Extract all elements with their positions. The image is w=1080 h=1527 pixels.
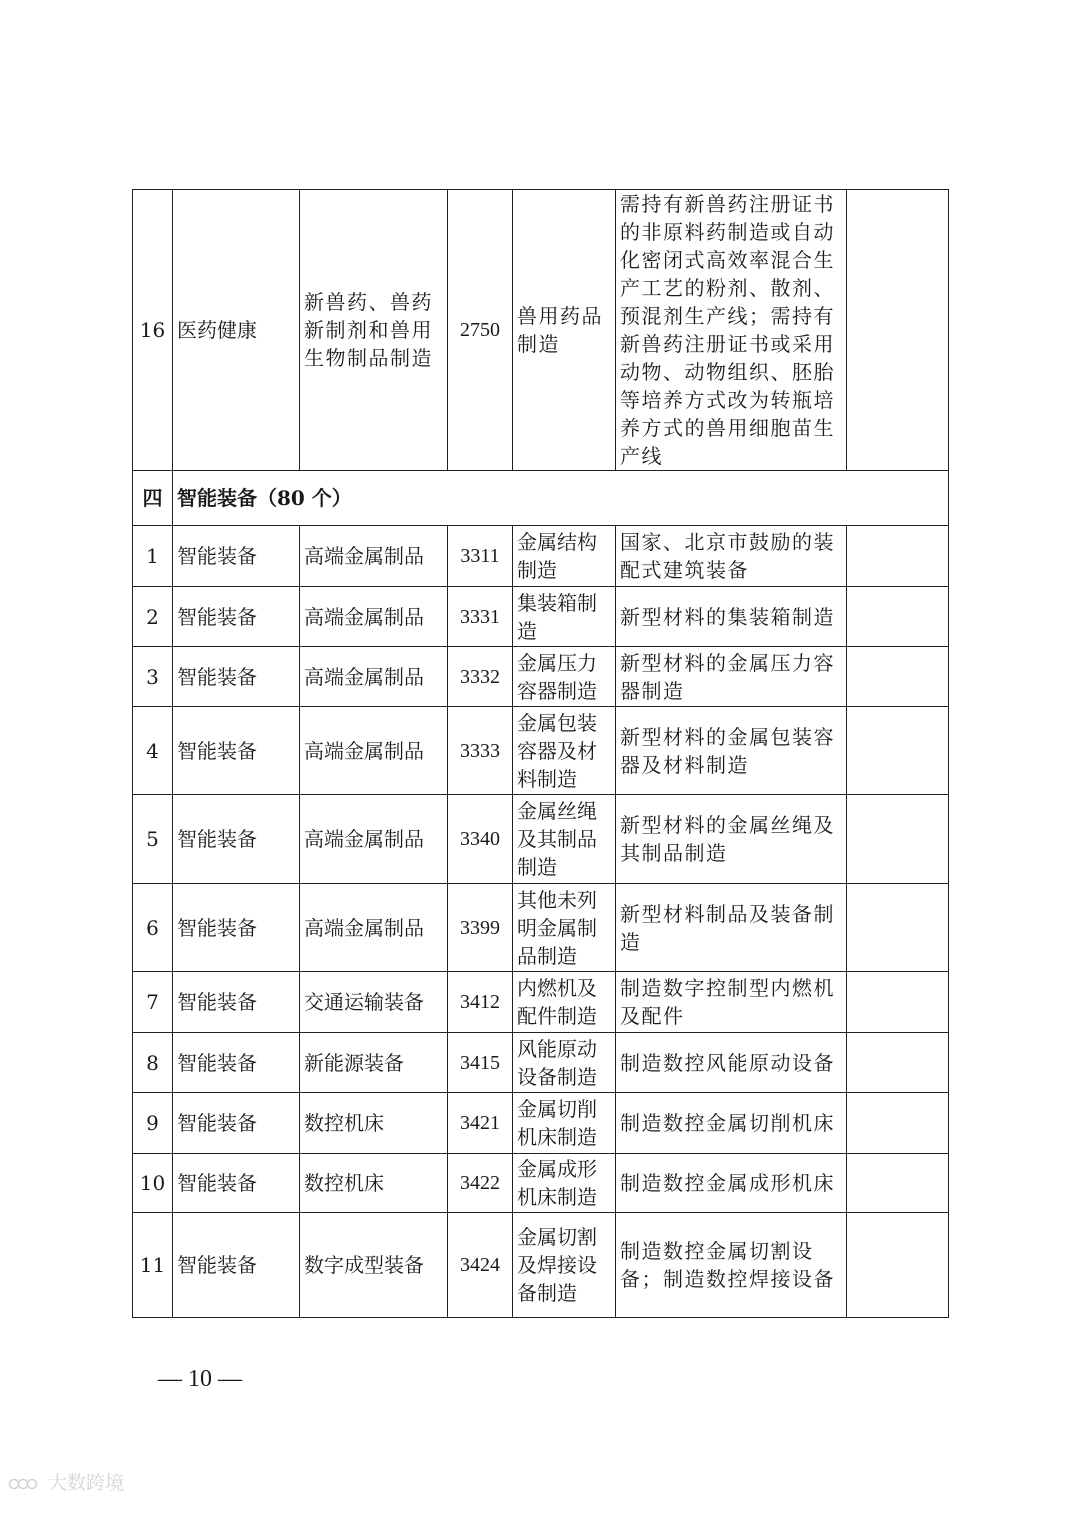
note-cell bbox=[847, 884, 949, 972]
industry-code-cell: 3422 bbox=[448, 1154, 513, 1213]
industry-code-cell: 3399 bbox=[448, 884, 513, 972]
row-number: 5 bbox=[133, 795, 173, 884]
industry-code-cell: 3421 bbox=[448, 1093, 513, 1154]
row-number: 10 bbox=[133, 1154, 173, 1213]
section-header-row bbox=[133, 471, 949, 526]
industry-name-cell: 金属压力容器制造 bbox=[513, 647, 616, 707]
industry-code-cell: 2750 bbox=[448, 190, 513, 471]
row-number: 11 bbox=[133, 1213, 173, 1318]
industry-name-cell: 风能原动设备制造 bbox=[513, 1033, 616, 1093]
table-row bbox=[133, 587, 949, 647]
industry-name-cell: 其他未列明金属制品制造 bbox=[513, 884, 616, 972]
category-cell: 智能装备 bbox=[173, 795, 300, 884]
industry-code-cell: 3415 bbox=[448, 1033, 513, 1093]
table-row bbox=[133, 795, 949, 884]
industry-name-cell: 金属结构制造 bbox=[513, 526, 616, 587]
field-cell: 高端金属制品 bbox=[300, 647, 448, 707]
note-cell bbox=[847, 647, 949, 707]
industry-name-cell: 金属丝绳及其制品制造 bbox=[513, 795, 616, 884]
category-cell: 智能装备 bbox=[173, 884, 300, 972]
field-cell: 数控机床 bbox=[300, 1093, 448, 1154]
field-cell: 新兽药、兽药新制剂和兽用生物制品制造 bbox=[300, 190, 448, 471]
row-number: 9 bbox=[133, 1093, 173, 1154]
field-cell: 交通运输装备 bbox=[300, 972, 448, 1033]
industry-code-cell: 3332 bbox=[448, 647, 513, 707]
description-cell: 制造数控金属切削机床 bbox=[616, 1093, 847, 1154]
note-cell bbox=[847, 1154, 949, 1213]
row-number: 16 bbox=[133, 190, 173, 471]
field-cell: 高端金属制品 bbox=[300, 795, 448, 884]
watermark-text: 大数跨境 bbox=[48, 1472, 125, 1494]
table-row bbox=[133, 1093, 949, 1154]
table-row bbox=[133, 884, 949, 972]
description-cell: 新型材料制品及装备制造 bbox=[616, 884, 847, 972]
category-cell: 智能装备 bbox=[173, 587, 300, 647]
note-cell bbox=[847, 587, 949, 647]
row-number: 4 bbox=[133, 707, 173, 795]
description-cell: 新型材料的集装箱制造 bbox=[616, 587, 847, 647]
watermark bbox=[8, 1468, 124, 1495]
industry-code-cell: 3331 bbox=[448, 587, 513, 647]
row-number: 2 bbox=[133, 587, 173, 647]
note-cell bbox=[847, 795, 949, 884]
category-cell: 智能装备 bbox=[173, 1154, 300, 1213]
category-cell: 智能装备 bbox=[173, 707, 300, 795]
row-number: 3 bbox=[133, 647, 173, 707]
note-cell bbox=[847, 526, 949, 587]
table-row bbox=[133, 707, 949, 795]
description-cell: 新型材料的金属包装容器及材料制造 bbox=[616, 707, 847, 795]
industry-code-cell: 3333 bbox=[448, 707, 513, 795]
description-cell: 新型材料的金属压力容器制造 bbox=[616, 647, 847, 707]
category-cell: 医药健康 bbox=[173, 190, 300, 471]
industry-code-cell: 3311 bbox=[448, 526, 513, 587]
description-cell: 制造数控风能原动设备 bbox=[616, 1033, 847, 1093]
note-cell bbox=[847, 707, 949, 795]
category-cell: 智能装备 bbox=[173, 1033, 300, 1093]
description-cell: 制造数字控制型内燃机及配件 bbox=[616, 972, 847, 1033]
table-row bbox=[133, 526, 949, 587]
note-cell bbox=[847, 1213, 949, 1318]
note-cell bbox=[847, 972, 949, 1033]
industry-name-cell: 金属切削机床制造 bbox=[513, 1093, 616, 1154]
description-cell: 制造数控金属成形机床 bbox=[616, 1154, 847, 1213]
section-title: 智能装备（80 个） bbox=[173, 471, 949, 526]
industry-code-cell: 3424 bbox=[448, 1213, 513, 1318]
row-number: 7 bbox=[133, 972, 173, 1033]
industry-name-cell: 兽用药品制造 bbox=[513, 190, 616, 471]
table-row bbox=[133, 190, 949, 471]
field-cell: 高端金属制品 bbox=[300, 884, 448, 972]
page-number: — 10 — bbox=[158, 1366, 242, 1392]
category-cell: 智能装备 bbox=[173, 972, 300, 1033]
field-cell: 新能源装备 bbox=[300, 1033, 448, 1093]
note-cell bbox=[847, 1093, 949, 1154]
field-cell: 高端金属制品 bbox=[300, 707, 448, 795]
industry-name-cell: 集装箱制造 bbox=[513, 587, 616, 647]
description-cell: 制造数控金属切割设备；制造数控焊接设备 bbox=[616, 1213, 847, 1318]
industry-code-cell: 3340 bbox=[448, 795, 513, 884]
category-cell: 智能装备 bbox=[173, 1093, 300, 1154]
category-cell: 智能装备 bbox=[173, 526, 300, 587]
field-cell: 高端金属制品 bbox=[300, 526, 448, 587]
industry-catalog-table bbox=[132, 189, 949, 1318]
brand-logo-icon bbox=[8, 1475, 42, 1493]
field-cell: 数字成型装备 bbox=[300, 1213, 448, 1318]
row-number: 1 bbox=[133, 526, 173, 587]
table-row bbox=[133, 647, 949, 707]
industry-name-cell: 金属成形机床制造 bbox=[513, 1154, 616, 1213]
industry-name-cell: 金属包装容器及材料制造 bbox=[513, 707, 616, 795]
industry-name-cell: 金属切割及焊接设备制造 bbox=[513, 1213, 616, 1318]
category-cell: 智能装备 bbox=[173, 647, 300, 707]
table-row bbox=[133, 1213, 949, 1318]
section-number: 四 bbox=[133, 471, 173, 526]
field-cell: 高端金属制品 bbox=[300, 587, 448, 647]
description-cell: 国家、北京市鼓励的装配式建筑装备 bbox=[616, 526, 847, 587]
category-cell: 智能装备 bbox=[173, 1213, 300, 1318]
row-number: 8 bbox=[133, 1033, 173, 1093]
note-cell bbox=[847, 190, 949, 471]
industry-code-cell: 3412 bbox=[448, 972, 513, 1033]
description-cell: 新型材料的金属丝绳及其制品制造 bbox=[616, 795, 847, 884]
industry-name-cell: 内燃机及配件制造 bbox=[513, 972, 616, 1033]
table-row bbox=[133, 1154, 949, 1213]
table-row bbox=[133, 1033, 949, 1093]
description-cell: 需持有新兽药注册证书的非原料药制造或自动化密闭式高效率混合生产工艺的粉剂、散剂、预混剂生产线；需持有新兽药注册证书或采用动物、动物组织、胚胎等培养方式改为转瓶培养方式的兽用细胞苗生产线 bbox=[616, 190, 847, 471]
table-row bbox=[133, 972, 949, 1033]
note-cell bbox=[847, 1033, 949, 1093]
field-cell: 数控机床 bbox=[300, 1154, 448, 1213]
row-number: 6 bbox=[133, 884, 173, 972]
